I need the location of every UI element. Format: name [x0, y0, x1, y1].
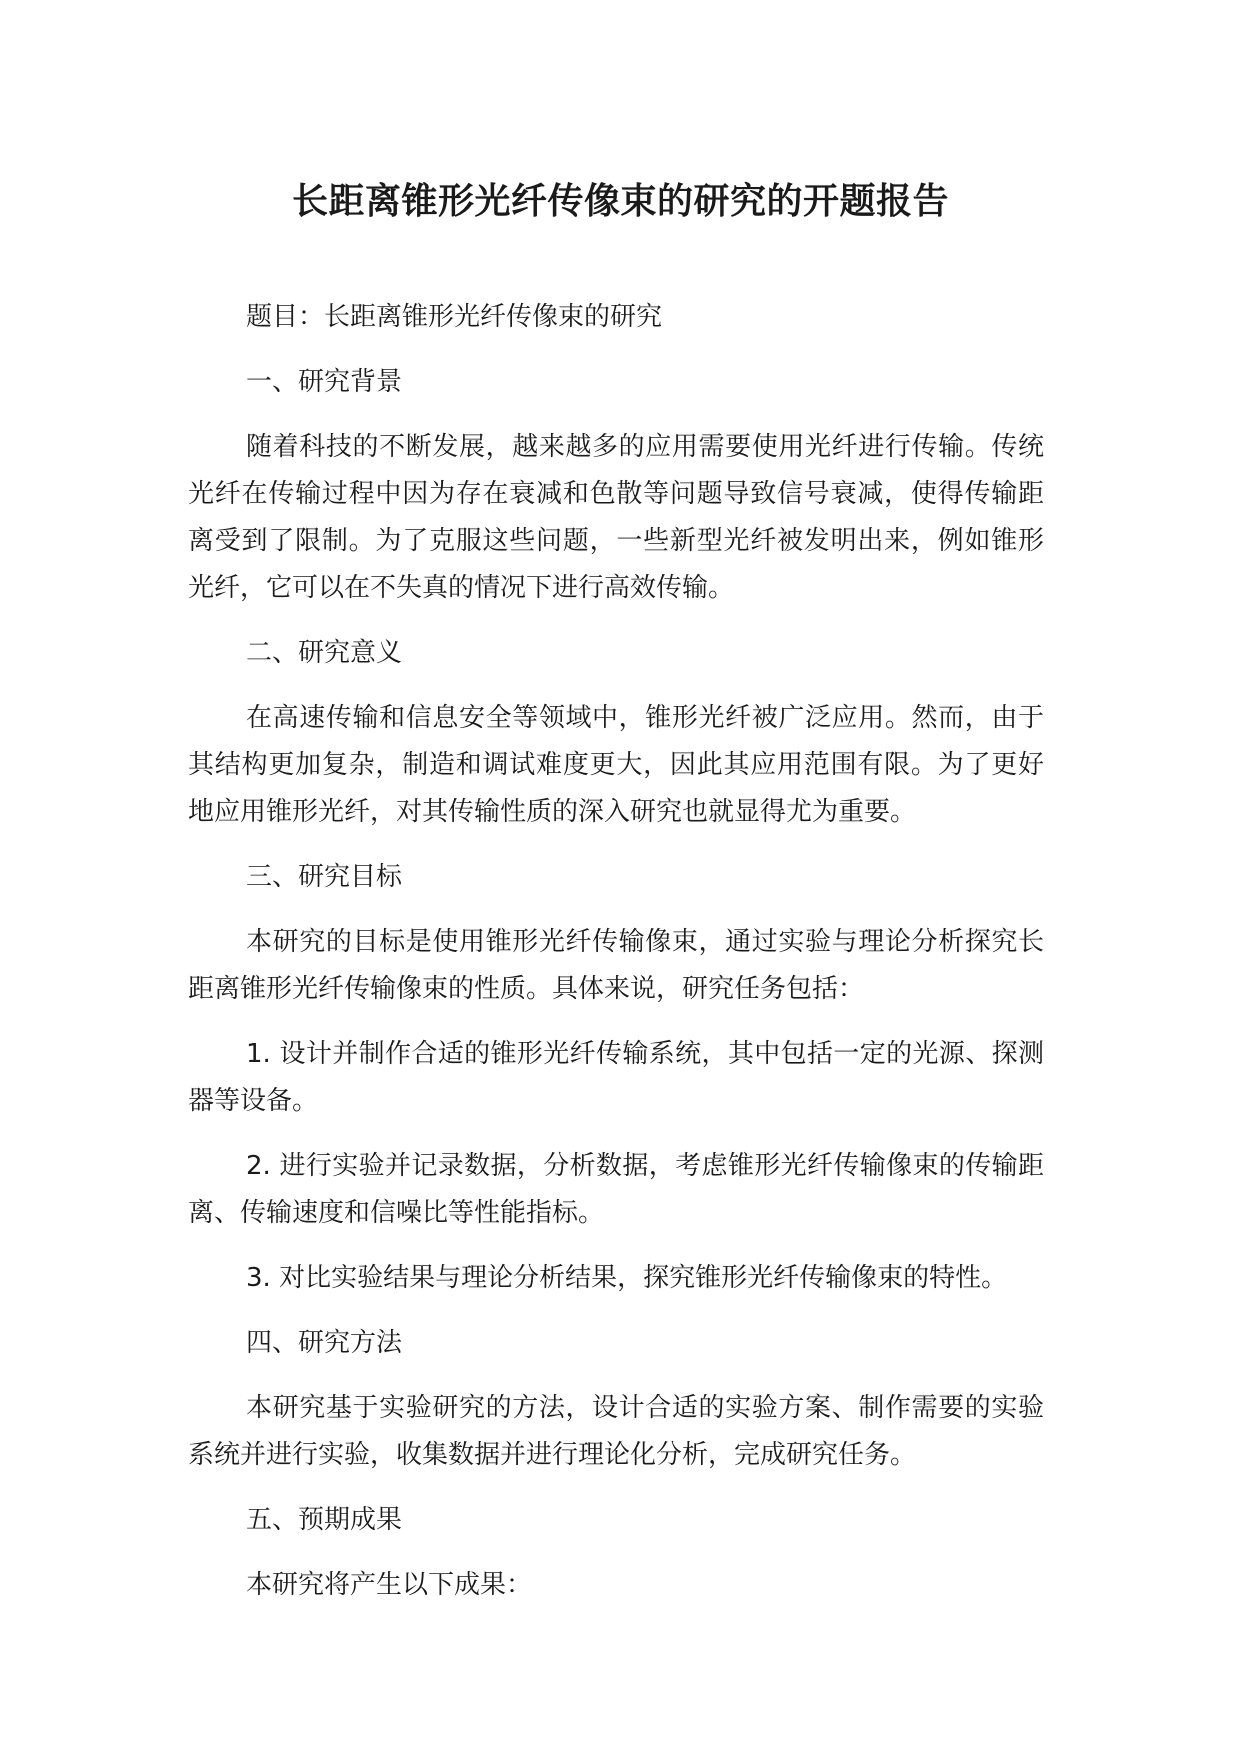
paragraph-background: 随着科技的不断发展，越来越多的应用需要使用光纤进行传输。传统光纤在传输过程中因为存在衰减和色散等问题导致信号衰减，使得传输距离受到了限制。为了克服这些问题，一些新型光纤被发明出来，例如锥形光纤，它可以在不失真的情况下进行高效传输。: [188, 432, 1044, 603]
paragraph-objectives: 本研究的目标是使用锥形光纤传输像束，通过实验与理论分析探究长距离锥形光纤传输像束的性质。具体来说，研究任务包括：: [188, 927, 1044, 1004]
document-title: 长距离锥形光纤传像束的研究的开题报告: [291, 181, 949, 222]
section-heading-methods: 四、研究方法: [246, 1328, 403, 1358]
section-heading-objectives: 三、研究目标: [246, 862, 403, 892]
paragraph-methods: 本研究基于实验研究的方法，设计合适的实验方案、制作需要的实验系统并进行实验，收集数据并进行理论化分析，完成研究任务。: [188, 1393, 1044, 1470]
section-heading-outcomes: 五、预期成果: [246, 1505, 403, 1535]
paragraph-outcomes: 本研究将产生以下成果：: [246, 1570, 533, 1600]
paragraph-significance: 在高速传输和信息安全等领域中，锥形光纤被广泛应用。然而，由于其结构更加复杂，制造和调试难度更大，因此其应用范围有限。为了更好地应用锥形光纤，对其传输性质的深入研究也就显得尤为重要。: [188, 703, 1044, 827]
list-item-2: 2. 进行实验并记录数据，分析数据，考虑锥形光纤传输像束的传输距离、传输速度和信噪比等性能指标。: [188, 1151, 1044, 1228]
section-heading-background: 一、研究背景: [246, 367, 403, 397]
section-heading-significance: 二、研究意义: [246, 638, 403, 668]
list-item-1: 1. 设计并制作合适的锥形光纤传输系统，其中包括一定的光源、探测器等设备。: [188, 1039, 1044, 1116]
document-body: [188, 294, 1044, 1627]
topic-line: 题目：长距离锥形光纤传像束的研究: [246, 302, 663, 332]
list-item-3: 3. 对比实验结果与理论分析结果，探究锥形光纤传输像束的特性。: [246, 1263, 1008, 1293]
